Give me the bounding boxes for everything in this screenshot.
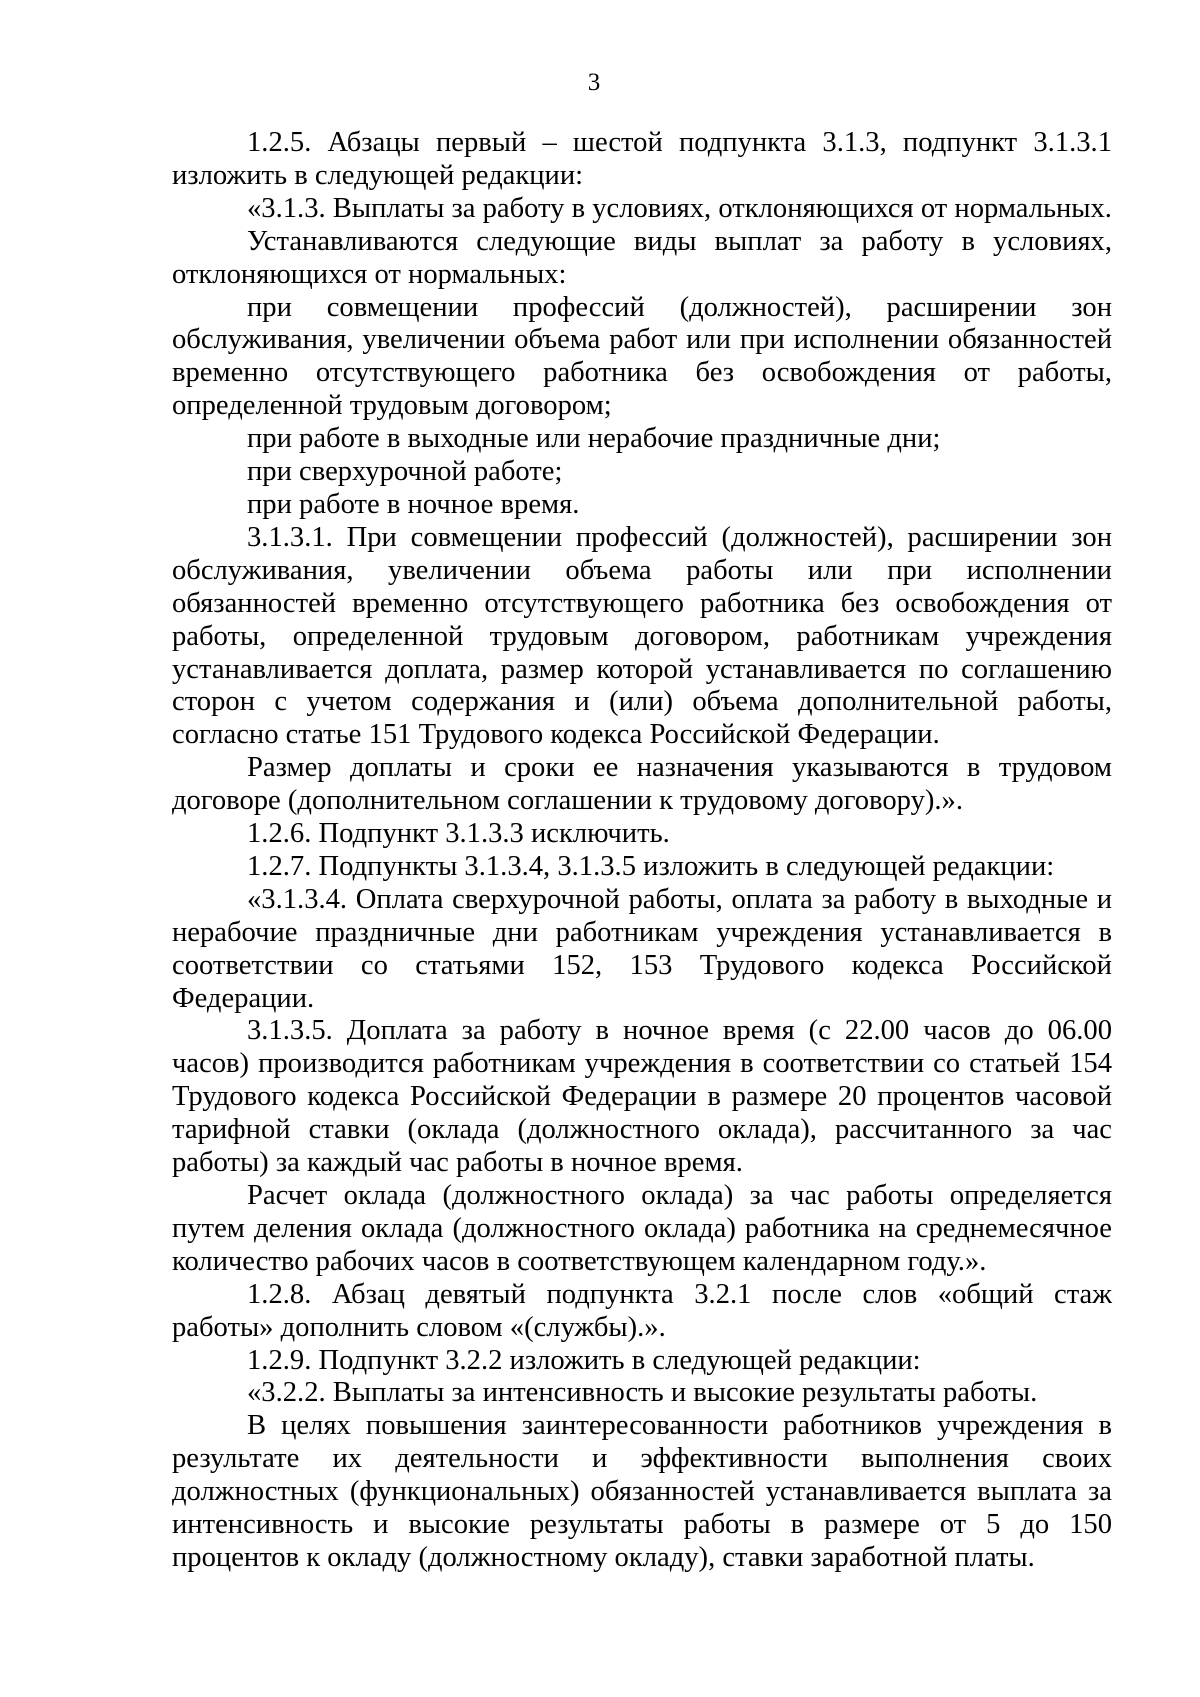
paragraph-combination-of-professions: при совмещении профессий (должностей), расширении зон обслуживания, увеличении объема работ или при исполнении обязанностей временно отсутствующего работника без освобождения от работы, определенной трудовым договором;: [172, 291, 1112, 422]
paragraph-1-2-7: 1.2.7. Подпункты 3.1.3.4, 3.1.3.5 изложить в следующей редакции:: [247, 850, 1055, 882]
paragraph-3-2-2-heading: «3.2.2. Выплаты за интенсивность и высокие результаты работы.: [247, 1377, 1038, 1409]
paragraph-3-1-3-4: «3.1.3.4. Оплата сверхурочной работы, оплата за работу в выходные и нерабочие праздничные дни работникам учреждения устанавливается в соответствии со статьями 152, 153 Трудового кодекса Российской Федерации.: [172, 883, 1112, 1014]
page-number: 3: [587, 69, 601, 96]
paragraph-allowance-terms: Размер доплаты и сроки ее назначения указываются в трудовом договоре (дополнительном соглашении к трудовому договору).».: [172, 752, 1112, 817]
paragraph-1-2-8: 1.2.8. Абзац девятый подпункта 3.2.1 после слов «общий стаж работы» дополнить словом «(службы).».: [172, 1278, 1112, 1343]
document-body: [172, 127, 1112, 1575]
paragraph-1-2-5: 1.2.5. Абзацы первый – шестой подпункта 3.1.3, подпункт 3.1.3.1 изложить в следующей редакции:: [172, 127, 1112, 191]
paragraph-hourly-rate-calculation: Расчет оклада (должностного оклада) за час работы определяется путем деления оклада (должностного оклада) работника на среднемесячное количество рабочих часов в соответствующем календарном году.».: [172, 1180, 1112, 1277]
paragraph-overtime-work: при сверхурочной работе;: [247, 456, 563, 488]
paragraph-3-1-3-heading: «3.1.3. Выплаты за работу в условиях, отклоняющихся от нормальных.: [247, 192, 1112, 224]
paragraph-night-work: при работе в ночное время.: [247, 488, 580, 520]
paragraph-1-2-9: 1.2.9. Подпункт 3.2.2 изложить в следующей редакции:: [247, 1344, 921, 1376]
paragraph-weekend-work: при работе в выходные или нерабочие праздничные дни;: [247, 423, 941, 455]
paragraph-3-1-3-1: 3.1.3.1. При совмещении профессий (должностей), расширении зон обслуживания, увеличении объема работы или при исполнении обязанностей временно отсутствующего работника без освобождения от работы, определенной трудовым договором, работникам учреждения устанавливается доплата, размер которой устанавливается по соглашению сторон с учетом содержания и (или) объема дополнительной работы, согласно статье 151 Трудового кодекса Российской Федерации.: [172, 521, 1112, 751]
paragraph-intensity-payment: В целях повышения заинтересованности работников учреждения в результате их деятельности и эффективности выполнения своих должностных (функциональных) обязанностей устанавливается выплата за интенсивность и высокие результаты работы в размере от 5 до 150 процентов к окладу (должностному окладу), ставки заработной платы.: [172, 1410, 1112, 1573]
paragraph-1-2-6: 1.2.6. Подпункт 3.1.3.3 исключить.: [247, 818, 670, 850]
paragraph-3-1-3-5: 3.1.3.5. Доплата за работу в ночное время (с 22.00 часов до 06.00 часов) производится работникам учреждения в соответствии со статьей 154 Трудового кодекса Российской Федерации в размере 20 процентов часовой тарифной ставки (оклада (должностного оклада), рассчитанного за час работы) за каждый час работы в ночное время.: [172, 1015, 1112, 1179]
paragraph-payment-types-intro: Устанавливаются следующие виды выплат за работу в условиях, отклоняющихся от нормальных:: [172, 225, 1112, 290]
